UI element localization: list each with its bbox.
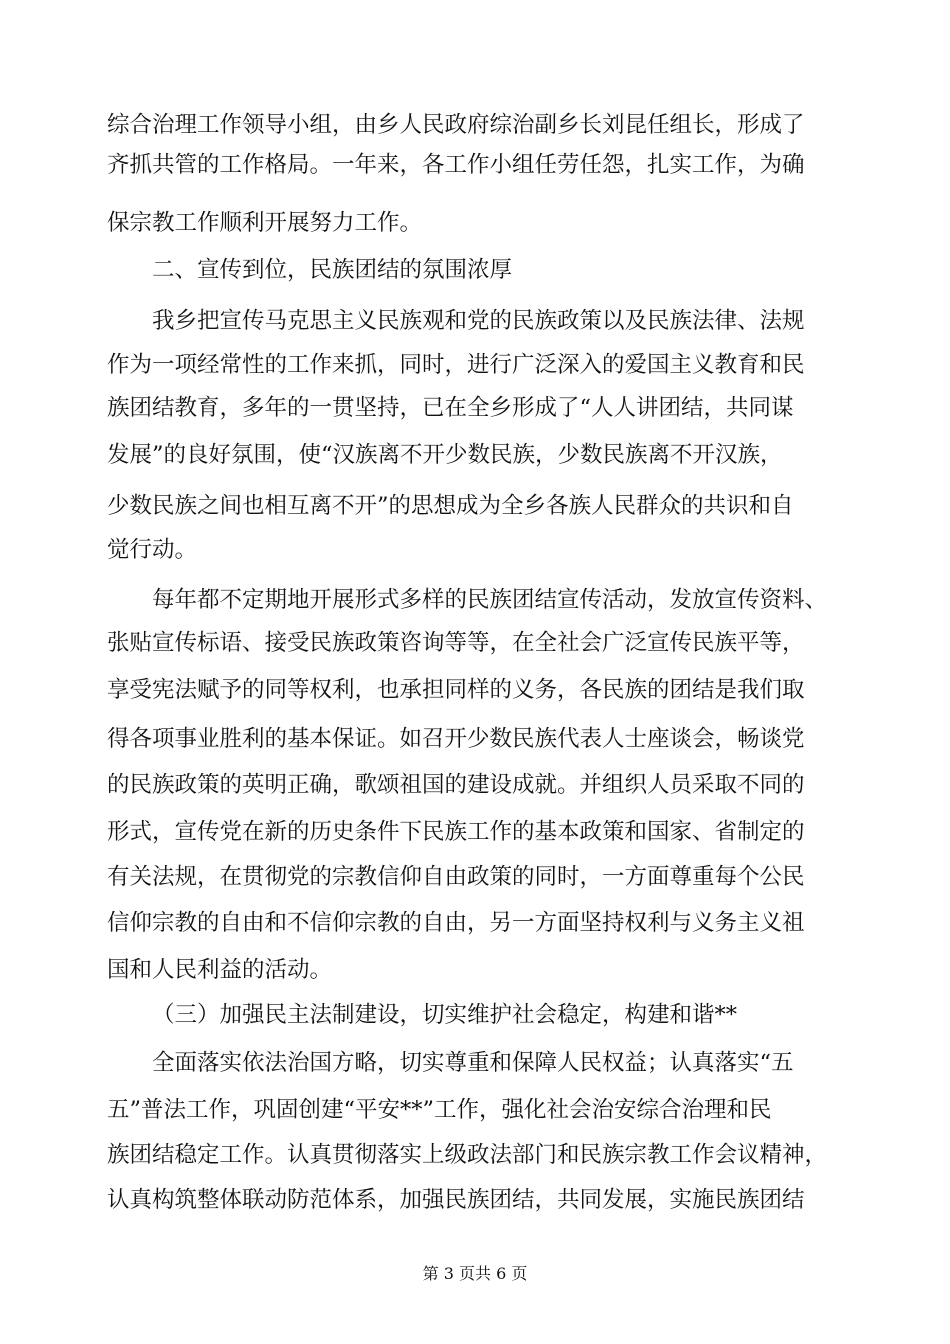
text-line: 五”普法工作，巩固创建“平安**”工作，强化社会治安综合治理和民 — [107, 1097, 772, 1123]
text-line: 张贴宣传标语、接受民族政策咨询等等，在全社会广泛宣传民族平等， — [107, 630, 805, 656]
text-line: 保宗教工作顺利开展努力工作。 — [107, 210, 423, 236]
text-line: 觉行动。 — [107, 537, 198, 563]
text-line: 形式，宣传党在新的历史条件下民族工作的基本政策和国家、省制定的 — [107, 819, 805, 845]
paragraph-first-line: 每年都不定期地开展形式多样的民族团结宣传活动，发放宣传资料、 — [152, 587, 828, 613]
text-line: 作为一项经常性的工作来抓，同时，进行广泛深入的爱国主义教育和民 — [107, 352, 805, 378]
text-line: 族团结稳定工作。认真贯彻落实上级政法部门和民族宗教工作会议精神， — [107, 1142, 828, 1168]
text-line: 族团结教育，多年的一贯坚持，已在全乡形成了“人人讲团结，共同谋 — [107, 395, 794, 421]
text-line: 齐抓共管的工作格局。一年来，各工作小组任劳任怨，扎实工作，为确 — [107, 152, 805, 178]
section-heading: （三）加强民主法制建设，切实维护社会稳定，构建和谐** — [152, 1002, 738, 1028]
text-line: 的民族政策的英明正确，歌颂祖国的建设成就。并组织人员采取不同的 — [107, 772, 805, 798]
text-line: 得各项事业胜利的基本保证。如召开少数民族代表人士座谈会，畅谈党 — [107, 726, 805, 752]
text-line: 国和人民利益的活动。 — [107, 957, 333, 983]
text-line: 少数民族之间也相互离不开”的思想成为全乡各族人民群众的共识和自 — [107, 493, 794, 519]
paragraph-first-line: 全面落实依法治国方略，切实尊重和保障人民权益；认真落实“五 — [152, 1050, 794, 1076]
text-line: 信仰宗教的自由和不信仰宗教的自由，另一方面坚持权利与义务主义祖 — [107, 910, 805, 936]
section-heading: 二、宣传到位，民族团结的氛围浓厚 — [152, 257, 513, 283]
page-number-footer: 第 3 页共 6 页 — [422, 1264, 528, 1283]
paragraph-first-line: 我乡把宣传马克思主义民族观和党的民族政策以及民族法律、法规 — [152, 308, 805, 334]
text-line: 享受宪法赋予的同等权利，也承担同样的义务，各民族的团结是我们取 — [107, 677, 805, 703]
text-line: 认真构筑整体联动防范体系，加强民族团结，共同发展，实施民族团结 — [107, 1187, 805, 1213]
text-line: 有关法规，在贯彻党的宗教信仰自由政策的同时，一方面尊重每个公民 — [107, 864, 805, 890]
text-line: 综合治理工作领导小组，由乡人民政府综治副乡长刘昆任组长，形成了 — [107, 112, 805, 138]
text-line: 发展”的良好氛围，使“汉族离不开少数民族，少数民族离不开汉族， — [107, 442, 783, 468]
